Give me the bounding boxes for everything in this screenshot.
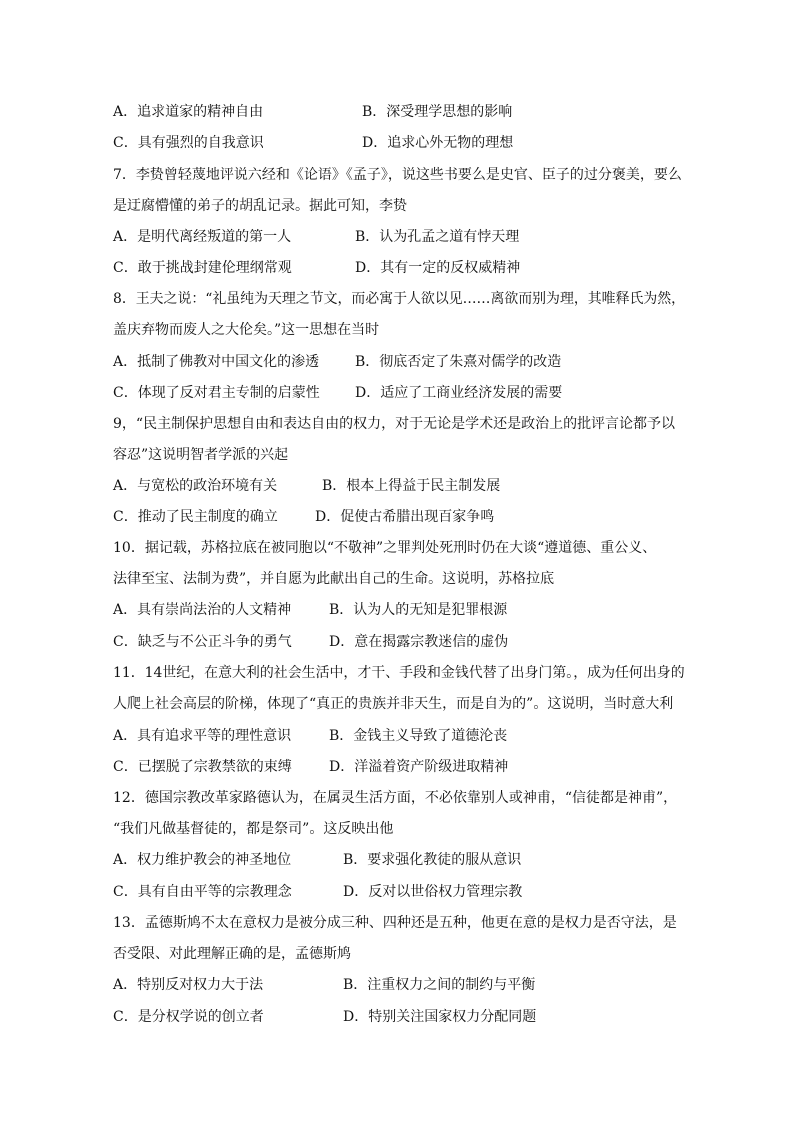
- q9-option-c: C．推动了民主制度的确立: [113, 509, 278, 525]
- q13-option-d: D．特别关注国家权力分配同题: [343, 1009, 537, 1025]
- q9-option-d: D．促使古希腊出现百家争鸣: [315, 509, 495, 525]
- q10-option-c: C．缺乏与不公正斗争的勇气: [113, 634, 292, 650]
- q12-option-c: C．具有自由平等的宗教理念: [113, 884, 292, 900]
- q11-stem-line2: 人爬上社会高层的阶梯，体现了“真正的贵族并非天生，而是自为的”。这说明，当时意大利: [113, 696, 674, 712]
- q11-option-c: C．已摆脱了宗教禁欲的束缚: [113, 759, 292, 775]
- q13-option-a: A．特别反对权力大于法: [113, 977, 264, 993]
- q12-stem-line2: “我们凡做基督徒的，都是祭司”。这反映出他: [113, 821, 394, 837]
- q10-stem-line1: 10．据记载，苏格拉底在被同胞以“不敬神”之罪判处死刑时仍在大谈“遵道德、重公义、: [113, 540, 657, 556]
- q11-option-d: D．洋溢着资产阶级进取精神: [329, 759, 509, 775]
- q8-option-b: B．彻底否定了朱熹对儒学的改造: [355, 354, 562, 370]
- q7-option-d: D．其有一定的反权威精神: [355, 260, 521, 276]
- q7-option-b: B．认为孔孟之道有悖天理: [355, 229, 520, 245]
- q10-option-b: B．认为人的无知是犯罪根源: [329, 602, 508, 618]
- q10-option-a: A．具有崇尚法治的人文精神: [113, 602, 292, 618]
- q7-stem-line2: 是迂腐懵懂的弟子的胡乱记录。据此可知，李贽: [113, 198, 407, 214]
- q11-option-b: B．金钱主义导致了道德沦丧: [329, 728, 508, 744]
- q9-option-b: B．根本上得益于民主制发展: [322, 478, 501, 494]
- q11-stem-line1: 11．14世纪，在意大利的社会生活中，才干、手段和金钱代替了出身门第。，成为任何出身的: [113, 665, 685, 681]
- q7-option-c: C．敢于挑战封建伦理纲常观: [113, 260, 292, 276]
- q11-option-a: A．具有追求平等的理性意识: [113, 728, 292, 744]
- q6-option-d: D．追求心外无物的理想: [362, 135, 514, 151]
- q12-option-d: D．反对以世俗权力管理宗教: [343, 884, 523, 900]
- q10-option-d: D．意在揭露宗教迷信的虚伪: [329, 634, 509, 650]
- q10-stem-line2: 法律至宝、法制为费”，并自愿为此献出自己的生命。这说明，苏格拉底: [113, 571, 555, 587]
- q8-stem-line1: 8．王夫之说：“礼虽纯为天理之节文，而必寓于人欲以见……离欲而别为理，其唯释氏为然，: [113, 291, 686, 307]
- q9-stem-line1: 9，“民主制保护思想自由和表达自由的权力，对于无论是学术还是政治上的批评言论都予以: [113, 416, 676, 432]
- q8-option-d: D．适应了工商业经济发展的需要: [355, 385, 563, 401]
- q12-option-a: A．权力维护教会的神圣地位: [113, 852, 292, 868]
- q7-option-a: A．是明代离经叛道的第一人: [113, 229, 292, 245]
- q8-option-a: A．抵制了佛教对中国文化的渗透: [113, 354, 320, 370]
- q12-option-b: B．要求强化教徒的服从意识: [343, 852, 522, 868]
- q7-stem-line1: 7．李贽曾轻蔑地评说六经和《论语》《孟子》，说这些书要么是史官、臣子的过分褒美，要么: [113, 167, 682, 183]
- q6-option-c: C．具有强烈的自我意识: [113, 135, 264, 151]
- q8-option-c: C．体现了反对君主专制的启蒙性: [113, 385, 320, 401]
- q9-option-a: A．与宽松的政治环境有关: [113, 478, 278, 494]
- q8-stem-line2: 盖庆弃物而废人之大伦矣。”这一思想在当时: [113, 322, 380, 338]
- q6-option-a: A．追求道家的精神自由: [113, 104, 264, 120]
- q13-stem-line2: 否受限、对此理解正确的是，孟德斯鸠: [113, 946, 351, 962]
- q13-option-c: C．是分权学说的创立者: [113, 1009, 264, 1025]
- q6-option-b: B．深受理学思想的影响: [362, 104, 513, 120]
- q13-stem-line1: 13．孟德斯鸠不太在意权力是被分成三种、四种还是五种，他更在意的是权力是否守法，是: [113, 915, 677, 931]
- q12-stem-line1: 12．德国宗教改革家路德认为，在属灵生活方面，不必依靠别人或神甫，“信徒都是神甫”，: [113, 790, 678, 806]
- q13-option-b: B．注重权力之间的制约与平衡: [343, 977, 536, 993]
- q9-stem-line2: 容忍”这说明智者学派的兴起: [113, 447, 289, 463]
